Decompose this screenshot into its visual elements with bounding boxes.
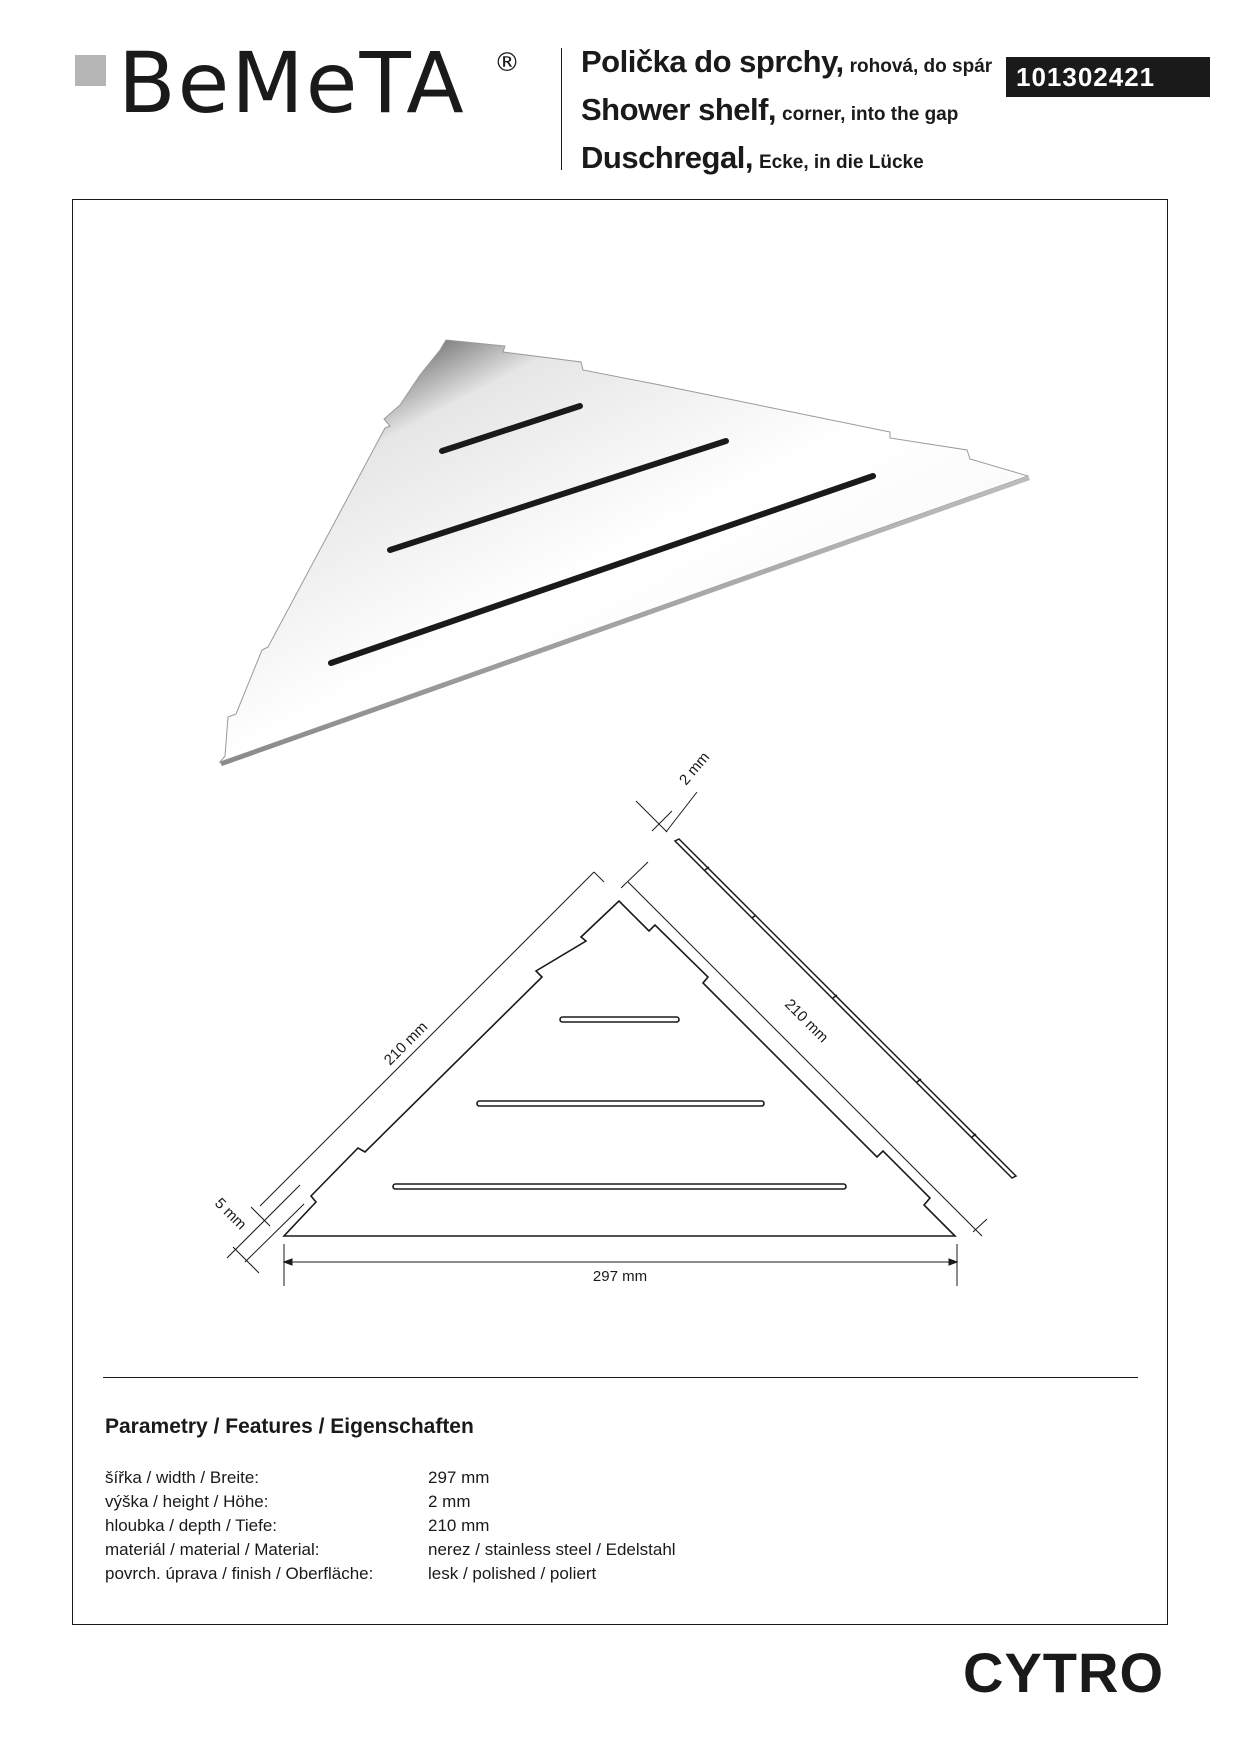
dimension-labels [211, 749, 831, 1285]
dim-side-left-label: 210 mm [380, 1018, 432, 1069]
series-name: CYTRO [963, 1641, 1164, 1704]
features-title: Parametry / Features / Eigenschaften [105, 1415, 474, 1438]
logo-wordmark: BeMeTA [118, 34, 466, 132]
technical-side-view [675, 839, 1016, 1178]
feature-label: výška / height / Höhe: [105, 1492, 269, 1511]
features-separator [103, 1377, 1138, 1378]
feature-row-depth [105, 1514, 805, 1538]
feature-row-material [105, 1538, 805, 1562]
features-table [105, 1466, 805, 1586]
dim-thickness-label: 2 mm [676, 748, 714, 789]
feature-value: lesk / polished / poliert [428, 1564, 597, 1583]
feature-value: 297 mm [428, 1468, 490, 1487]
dim-width-label: 297 mm [592, 1268, 648, 1285]
feature-label: povrch. úprava / finish / Oberfläche: [105, 1564, 374, 1583]
feature-row-height [105, 1490, 805, 1514]
feature-label: šířka / width / Breite: [105, 1468, 259, 1487]
title-english-main: Shower shelf, [581, 92, 777, 127]
product-code: 101302421 [1006, 57, 1210, 97]
title-czech-main: Polička do sprchy, [581, 44, 844, 79]
technical-top-view [284, 901, 955, 1236]
title-czech-sub: rohová, do spár [849, 56, 993, 77]
feature-row-width [105, 1466, 805, 1490]
title-german-main: Duschregal, [581, 140, 753, 175]
feature-value: 2 mm [428, 1492, 471, 1511]
dim-edge-offset-label: 5 mm [211, 1194, 250, 1234]
shelf-render [220, 340, 1030, 766]
feature-value: nerez / stainless steel / Edelstahl [428, 1540, 676, 1559]
title-german-sub: Ecke, in die Lücke [758, 152, 924, 173]
dim-side-right-label: 210 mm [781, 995, 832, 1047]
title-english-sub: corner, into the gap [782, 104, 959, 125]
feature-value: 210 mm [428, 1516, 490, 1535]
registered-mark: ® [494, 48, 520, 78]
feature-label: hloubka / depth / Tiefe: [105, 1516, 278, 1535]
feature-label: materiál / material / Material: [105, 1540, 320, 1559]
feature-row-finish [105, 1562, 805, 1586]
